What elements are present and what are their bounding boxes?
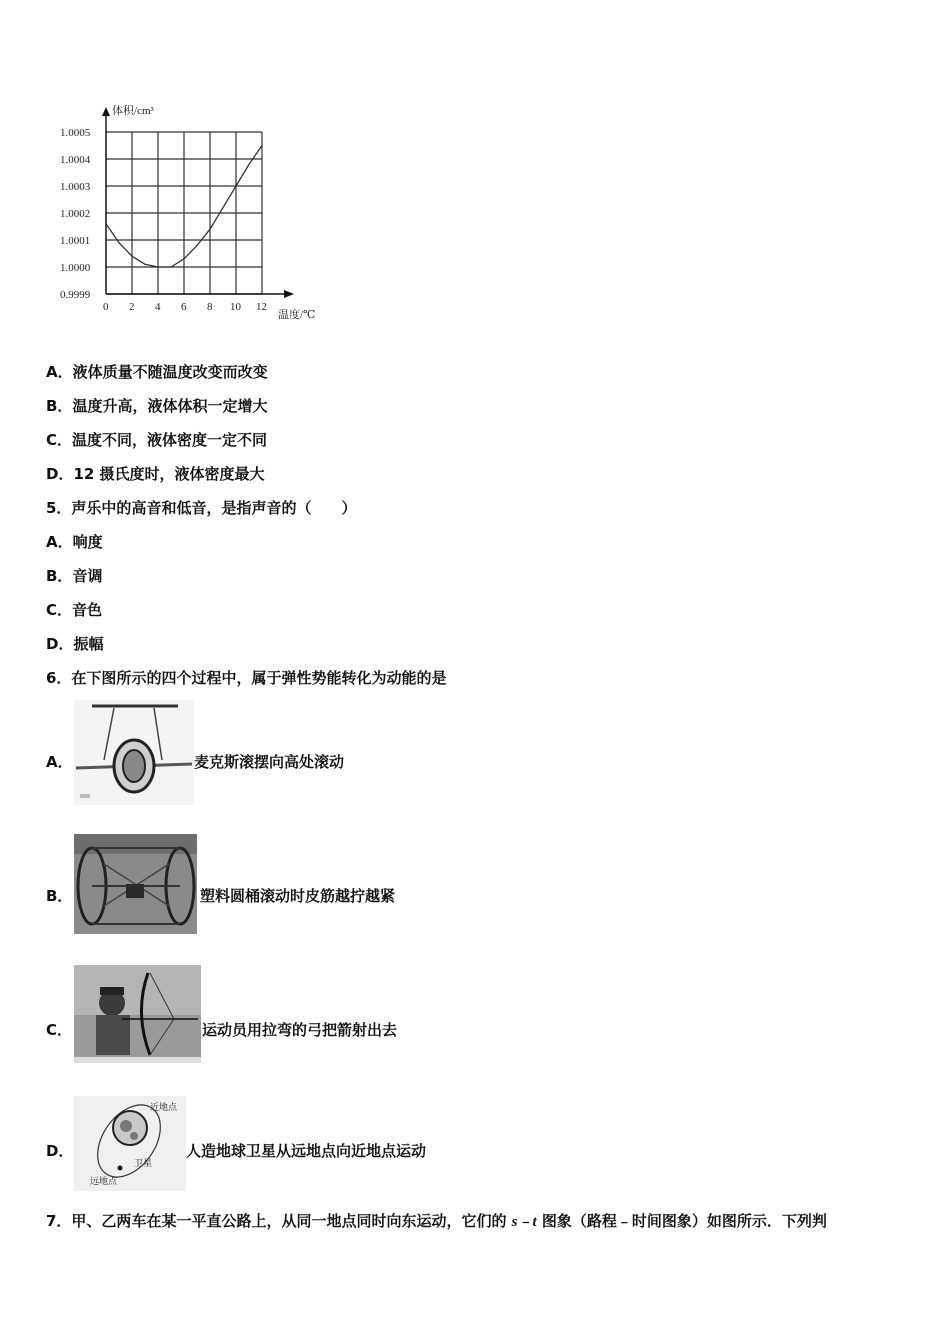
q5-option-a[interactable]: A．响度 [46, 533, 103, 551]
near-point-label: 近地点 [150, 1103, 178, 1113]
y-axis-arrow [102, 107, 110, 116]
x-tick-labels [103, 301, 267, 313]
x-axis-arrow [284, 290, 294, 298]
q4-option-c[interactable]: C．温度不同，液体密度一定不同 [46, 431, 268, 449]
x-tick-label: 12 [256, 301, 267, 313]
q6-option-c-text: 运动员用拉弯的弓把箭射出去 [202, 1021, 398, 1039]
far-point-label: 远地点 [90, 1177, 118, 1187]
chart-grid [106, 132, 262, 294]
q5-option-b[interactable]: B．音调 [46, 567, 103, 585]
x-tick-label: 4 [155, 301, 161, 313]
q6-option-c-label[interactable]: C． [46, 1021, 73, 1039]
satellite-label: 卫星 [134, 1159, 153, 1169]
y-tick-label: 1.0005 [60, 127, 91, 139]
y-tick-label: 1.0002 [60, 208, 91, 220]
x-axis-label: 温度/℃ [278, 309, 316, 321]
q5-option-d[interactable]: D．振幅 [46, 635, 104, 653]
y-tick-label: 1.0001 [60, 235, 91, 247]
x-tick-label: 2 [129, 301, 135, 313]
q5-stem: 5．声乐中的高音和低音，是指声音的（ ） [46, 499, 357, 517]
y-tick-label: 1.0004 [60, 154, 91, 166]
q4-option-a[interactable]: A．液体质量不随温度改变而改变 [46, 363, 268, 381]
q6-option-a-text: 麦克斯滚摆向高处滚动 [194, 753, 345, 771]
archer-image [74, 965, 201, 1063]
y-tick-label: 1.0003 [60, 181, 91, 193]
x-tick-label: 6 [181, 301, 187, 313]
q6-option-d-text: 人造地球卫星从远地点向近地点运动 [186, 1142, 427, 1160]
y-tick-label: 1.0000 [60, 262, 91, 274]
y-axis-label: 体积/cm³ [112, 105, 154, 117]
volume-temperature-chart [50, 100, 350, 330]
q6-option-a-label[interactable]: A． [46, 753, 73, 771]
q6-option-b-label[interactable]: B． [46, 887, 73, 905]
q6-option-d-label[interactable]: D． [46, 1142, 74, 1160]
x-tick-label: 8 [207, 301, 213, 313]
x-tick-label: 0 [103, 301, 109, 313]
q6-option-b-text: 塑料圆桶滚动时皮筋越拧越紧 [200, 887, 396, 905]
maxwell-pendulum-image [74, 700, 194, 805]
q4-option-b[interactable]: B．温度升高，液体体积一定增大 [46, 397, 268, 415]
y-tick-label: 0.9999 [60, 289, 91, 301]
q4-option-d[interactable]: D．12 摄氏度时，液体密度最大 [46, 465, 265, 483]
satellite-orbit-image [74, 1096, 186, 1191]
plastic-barrel-image [74, 834, 197, 934]
y-tick-labels [60, 127, 91, 301]
q7-stem: 7．甲、乙两车在某一平直公路上，从同一地点同时向东运动，它们的 s﹣t 图象（路程﹣时间图象）如图所示．下列判 [46, 1212, 827, 1230]
q6-stem: 6．在下图所示的四个过程中，属于弹性势能转化为动能的是 [46, 669, 447, 687]
q5-option-c[interactable]: C．音色 [46, 601, 103, 619]
x-tick-label: 10 [230, 301, 241, 313]
chart-axes [102, 107, 294, 298]
